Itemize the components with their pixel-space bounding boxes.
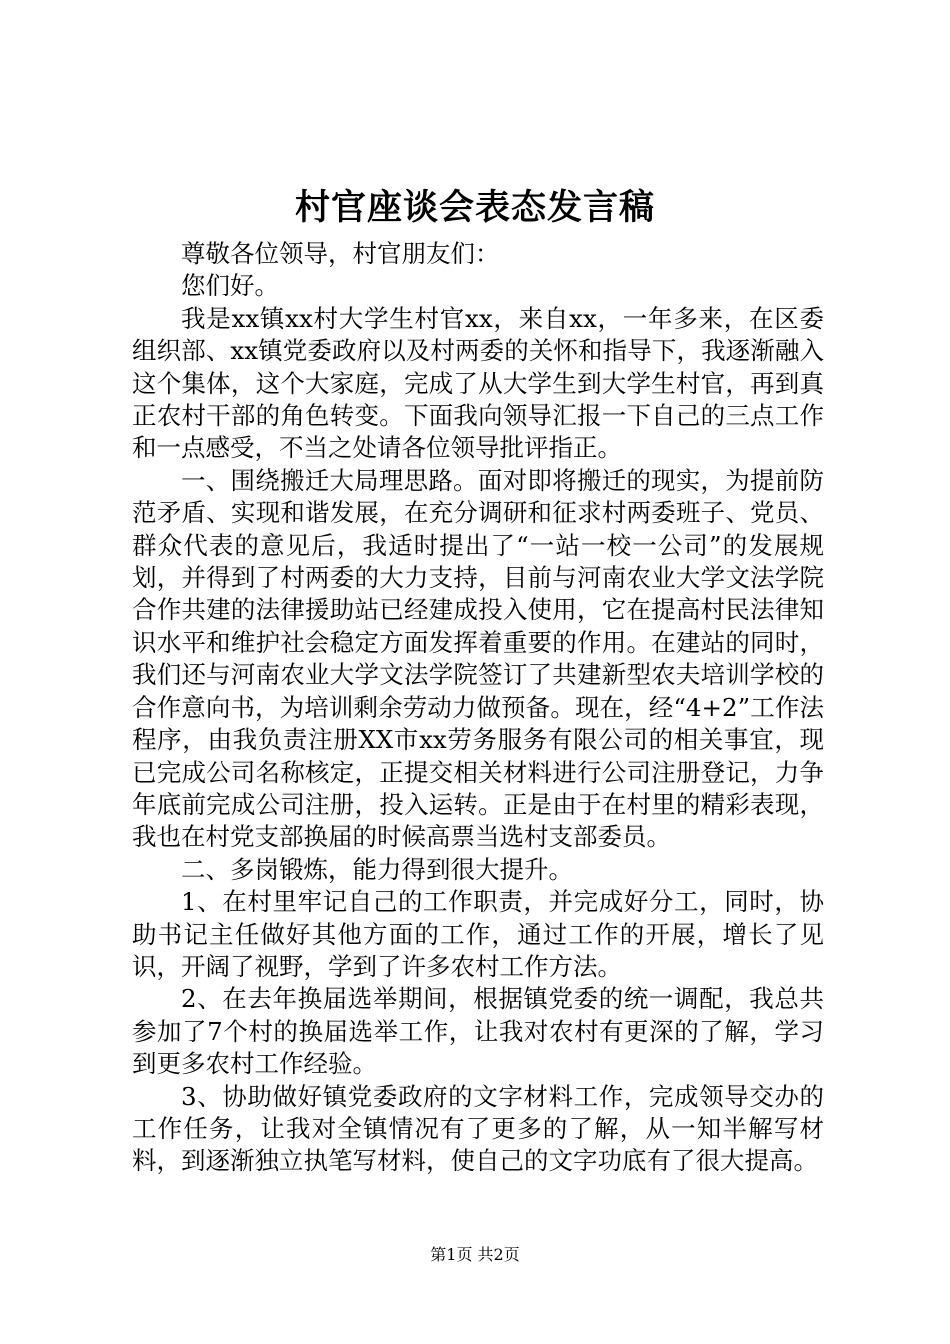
paragraph-item-three: 3、协助做好镇党委政府的文字材料工作，完成领导交办的工作任务，让我对全镇情况有了更多的了解，从一知半解写材料，到逐渐独立执笔写材料，使自己的文字功底有了很大提高。 (132, 1081, 824, 1176)
greeting: 您们好。 (181, 271, 279, 301)
paragraph-item-one: 1、在村里牢记自己的工作职责，并完成好分工，同时，协助书记主任做好其他方面的工作，通过工作的开展，增长了见识，开阔了视野，学到了许多农村工作方法。 (132, 887, 824, 981)
page-number-footer: 第1页 共2页 (430, 1245, 520, 1264)
paragraph-intro: 我是xx镇xx村大学生村官xx，来自xx，一年多来，在区委组织部、xx镇党委政府以及村两委的关怀和指导下，我逐渐融入这个集体，这个大家庭，完成了从大学生到大学生村官，再到真正农村干部的角色转变。下面我向领导汇报一下自己的三点工作和一点感受，不当之处请各位领导批评指正。 (132, 303, 824, 463)
document-body (132, 238, 824, 1178)
salutation: 尊敬各位领导，村官朋友们： (181, 239, 500, 268)
section-heading-two: 二、多岗锻炼，能力得到很大提升。 (181, 854, 573, 884)
paragraph-section-one: 一、围绕搬迁大局理思路。面对即将搬迁的现实，为提前防范矛盾、实现和谐发展，在充分调研和征求村两委班子、党员、群众代表的意见后，我适时提出了“一站一校一公司”的发展规划，并得到了村两委的大力支持，目前与河南农业大学文法学院合作共建的法律援助站已经建成投入使用，它在提高村民法律知识水平和维护社会稳定方面发挥着重要的作用。在建站的同时，我们还与河南农业大学文法学院签订了共建新型农夫培训学校的合作意向书，为培训剩余劳动力做预备。现在，经“4+2”工作法程序，由我负责注册XX市xx劳务服务有限公司的相关事宜，现已完成公司名称核定，正提交相关材料进行公司注册登记，力争年底前完成公司注册，投入运转。正是由于在村里的精彩表现，我也在村党支部换届的时候高票当选村支部委员。 (132, 465, 824, 852)
document-title: 村官座谈会表态发言稿 (294, 187, 655, 228)
paragraph-item-two: 2、在去年换届选举期间，根据镇党委的统一调配，我总共参加了7个村的换届选举工作，让我对农村有更深的了解，学习到更多农村工作经验。 (132, 984, 824, 1079)
